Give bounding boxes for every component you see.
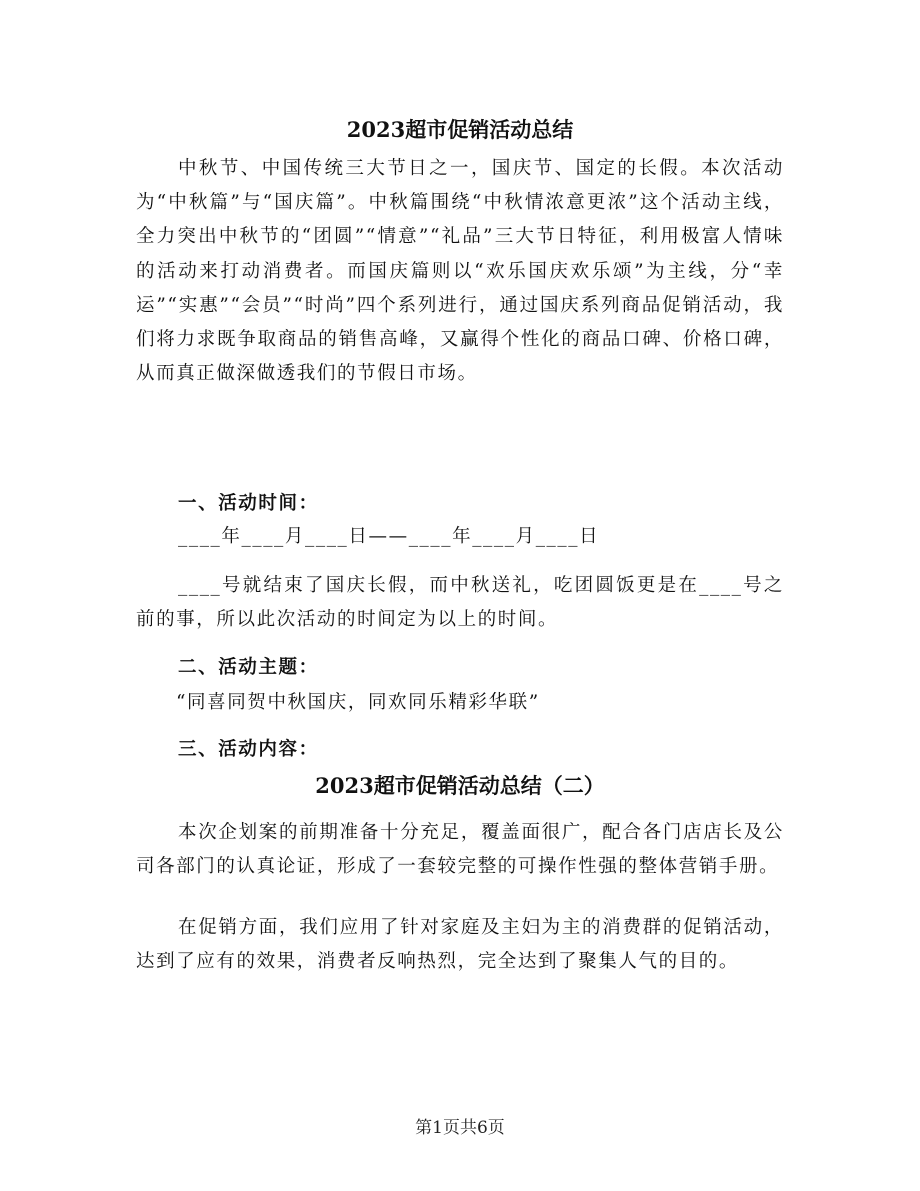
time-explanation-paragraph: ____号就结束了国庆长假，而中秋送礼，吃团圆饭更是在____号之前的事，所以此次活动的时间定为以上的时间。 xyxy=(136,575,784,631)
section-heading-content: 三、活动内容： xyxy=(178,739,319,760)
page-number-footer: 第1页共6页 xyxy=(415,1118,505,1138)
date-range-blanks: ____年____月____日——____年____月____日 xyxy=(178,526,600,547)
second-document-title: 2023超市促销活动总结（二） xyxy=(315,773,605,798)
intro-paragraph: 中秋节、中国传统三大节日之一，国庆节、国定的长假。本次活动为“中秋篇”与“国庆篇”。中秋篇围绕“中秋情浓意更浓”这个活动主线，全力突出中秋节的“团圆”“情意”“礼品”三大节日特征，利用极富人情味的活动来打动消费者。而国庆篇则以“欢乐国庆欢乐颂”为主线，分“幸运”“实惠”“会员”“时尚”四个系列进行，通过国庆系列商品促销活动，我们将力求既争取商品的销售高峰，又赢得个性化的商品口碑、价格口碑，从而真正做深做透我们的节假日市场。 xyxy=(136,158,784,385)
summary-paragraph-2: 在促销方面，我们应用了针对家庭及主妇为主的消费群的促销活动，达到了应有的效果，消费者反响热烈，完全达到了聚集人气的目的。 xyxy=(136,917,784,973)
theme-slogan: “同喜同贺中秋国庆，同欢同乐精彩华联” xyxy=(176,692,540,713)
summary-paragraph-1: 本次企划案的前期准备十分充足，覆盖面很广，配合各门店店长及公司各部门的认真论证，形成了一套较完整的可操作性强的整体营销手册。 xyxy=(136,822,784,878)
section-heading-theme: 二、活动主题： xyxy=(178,657,319,678)
document-title: 2023超市促销活动总结 xyxy=(346,117,574,142)
section-heading-time: 一、活动时间： xyxy=(178,493,319,514)
